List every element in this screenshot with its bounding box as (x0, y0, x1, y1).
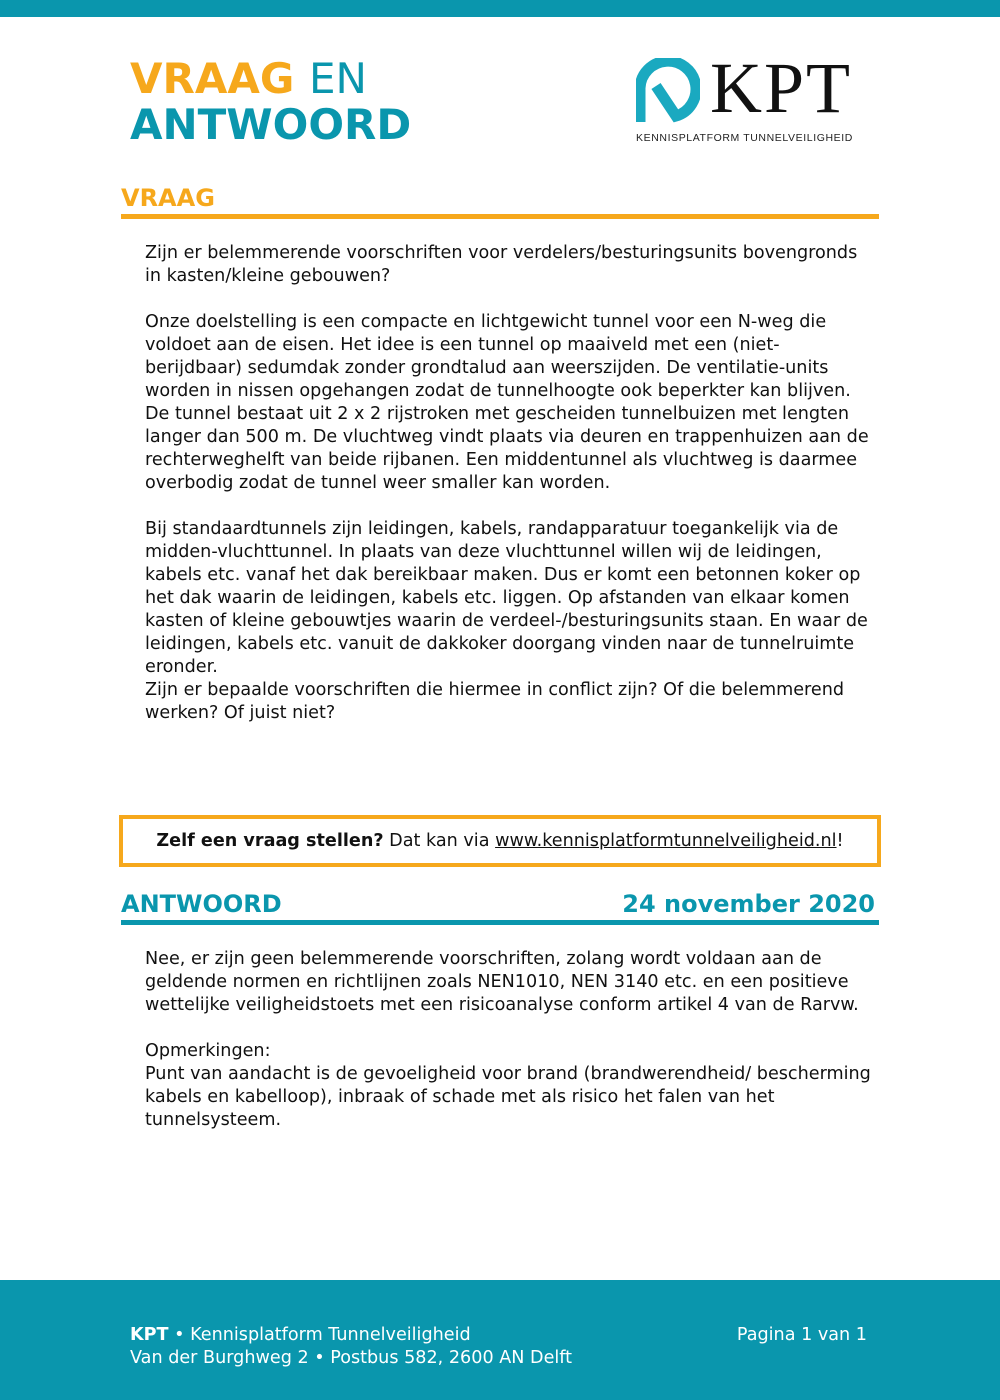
answer-paragraph: Punt van aandacht is de gevoeligheid voor brand (brandwerendheid/ bescherming kabels en kabelloop), inbraak of schade met als risico het falen van het tunnelsysteem. (145, 1064, 871, 1130)
top-accent-bar (0, 0, 1000, 17)
website-link[interactable]: www.kennisplatformtunnelveiligheid.nl (495, 831, 837, 851)
title-word-en: EN (308, 54, 367, 103)
callout-bold-text: Zelf een vraag stellen? (156, 831, 384, 851)
footer-separator: • (168, 1325, 191, 1345)
answer-date: 24 november 2020 (622, 890, 875, 918)
question-paragraph: Onze doelstelling is een compacte en lichtgewicht tunnel voor een N-weg die voldoet aan de eisen. Het idee is een tunnel op maaiveld met een (niet-berijdbaar) sedumdak zonder grondtalud aan weerszijden. De ventilatie-units worden in nissen opgehangen zodat de tunnelhoogte ook beperkter kan blijven. De tunnel bestaat uit 2 x 2 rijstroken met gescheiden tunnelbuizen met lengten langer dan 500 m. De vluchtweg vindt plaats via deuren en trappenhuizen aan de rechterweghelft van beide rijbanen. Een middentunnel als vluchtweg is daarmee overbodig zodat de tunnel weer smaller kan worden. (145, 312, 869, 493)
page-number: Pagina 1 van 1 (736, 1325, 867, 1345)
callout-text: Dat kan via (383, 831, 496, 851)
answer-paragraph: Nee, er zijn geen belemmerende voorschriften, zolang wordt voldaan aan de geldende normen en richtlijnen zoals NEN1010, NEN 3140 etc. en een positieve wettelijke veiligheidstoets met een risicoanalyse conform artikel 4 van de Rarvw. (145, 949, 859, 1015)
ask-question-callout (119, 815, 881, 867)
section-heading-antwoord (121, 890, 879, 925)
logo-text: KPT (710, 48, 853, 128)
section-heading-vraag: VRAAG (121, 184, 879, 219)
footer-address: Van der Burghweg 2 • Postbus 582, 2600 AN Delft (130, 1348, 573, 1368)
kpt-logo-mark-icon (636, 58, 700, 124)
question-body (145, 242, 875, 748)
answer-body (145, 948, 875, 1155)
footer-org-name: Kennisplatform Tunnelveiligheid (190, 1325, 471, 1345)
title-word-antwoord: ANTWOORD (130, 100, 412, 149)
kpt-logo (636, 48, 876, 148)
footer-org-abbr: KPT (130, 1325, 169, 1345)
question-paragraph: Zijn er belemmerende voorschriften voor verdelers/besturingsunits bovengronds in kasten/kleine gebouwen? (145, 243, 858, 286)
answer-remarks-label: Opmerkingen: (145, 1041, 271, 1061)
question-paragraph: Bij standaardtunnels zijn leidingen, kabels, randapparatuur toegankelijk via de midden-vluchttunnel. In plaats van deze vluchttunnel willen wij de leidingen, kabels etc. vanaf het dak bereikbaar maken. Dus er komt een betonnen koker op het dak waarin de leidingen, kabels etc. liggen. Op afstanden van elkaar komen kasten of kleine gebouwtjes waarin de verdeel-/besturingsunits staan. En waar de leidingen, kabels etc. vanuit de dakkoker doorgang vinden naar de tunnelruimte eronder. (145, 519, 868, 677)
question-paragraph: Zijn er bepaalde voorschriften die hiermee in conflict zijn? Of die belemmerend werken? Of juist niet? (145, 680, 845, 723)
title-word-vraag: VRAAG (130, 54, 295, 103)
antwoord-heading-label: ANTWOORD (121, 890, 282, 918)
page-footer (0, 1280, 1000, 1400)
callout-suffix: ! (836, 831, 844, 851)
footer-org-line (130, 1324, 471, 1347)
page-title (130, 56, 411, 148)
logo-subtitle: KENNISPLATFORM TUNNELVEILIGHEID (636, 132, 853, 144)
